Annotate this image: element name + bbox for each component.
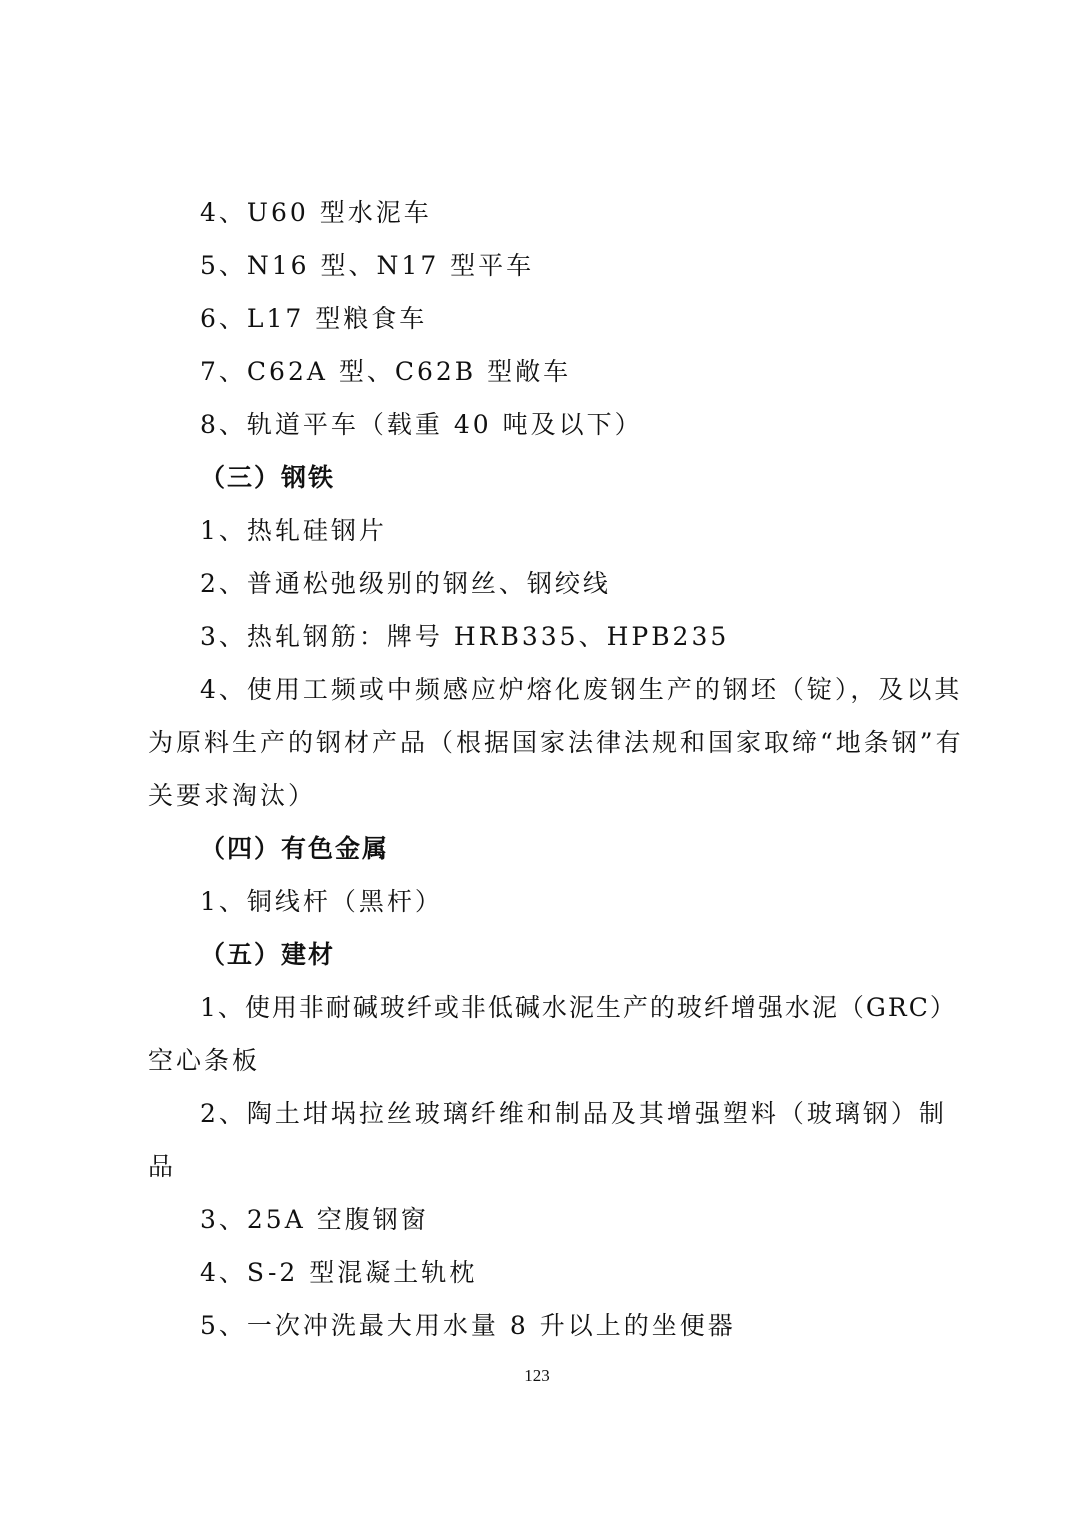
list-item: 1、铜线杆（黑杆） [200, 887, 443, 916]
list-item: 2、普通松弛级别的钢丝、钢绞线 [200, 569, 611, 598]
paragraph-line: 4、使用工频或中频感应炉熔化废钢生产的钢坯（锭），及以其 [200, 675, 963, 704]
paragraph-line: 1、使用非耐碱玻纤或非低碱水泥生产的玻纤增强水泥（GRC） [200, 993, 957, 1022]
list-item: 3、热轧钢筋：牌号 HRB335、HPB235 [200, 622, 730, 651]
paragraph-line: 2、陶土坩埚拉丝玻璃纤维和制品及其增强塑料（玻璃钢）制 [200, 1099, 947, 1128]
section-heading-building-materials: （五）建材 [200, 940, 336, 969]
list-item: 1、热轧硅钢片 [200, 516, 387, 545]
list-item: 5、N16 型、N17 型平车 [200, 251, 535, 280]
page-number: 123 [524, 1366, 550, 1385]
list-item: 3、25A 空腹钢窗 [200, 1205, 429, 1234]
section-heading-steel: （三）钢铁 [200, 463, 336, 492]
paragraph-line: 为原料生产的钢材产品（根据国家法律法规和国家取缔“地条钢”有 [148, 728, 964, 757]
list-item: 7、C62A 型、C62B 型敞车 [200, 357, 572, 386]
paragraph-line: 空心条板 [148, 1046, 261, 1075]
list-item: 6、L17 型粮食车 [200, 304, 428, 333]
list-item: 4、S-2 型混凝土轨枕 [200, 1258, 478, 1287]
paragraph-line: 关要求淘汰） [148, 781, 317, 810]
paragraph-line: 品 [148, 1152, 177, 1181]
list-item: 8、轨道平车（载重 40 吨及以下） [200, 410, 643, 439]
section-heading-nonferrous: （四）有色金属 [200, 834, 390, 863]
list-item: 4、U60 型水泥车 [200, 198, 432, 227]
list-item: 5、一次冲洗最大用水量 8 升以上的坐便器 [200, 1311, 736, 1340]
